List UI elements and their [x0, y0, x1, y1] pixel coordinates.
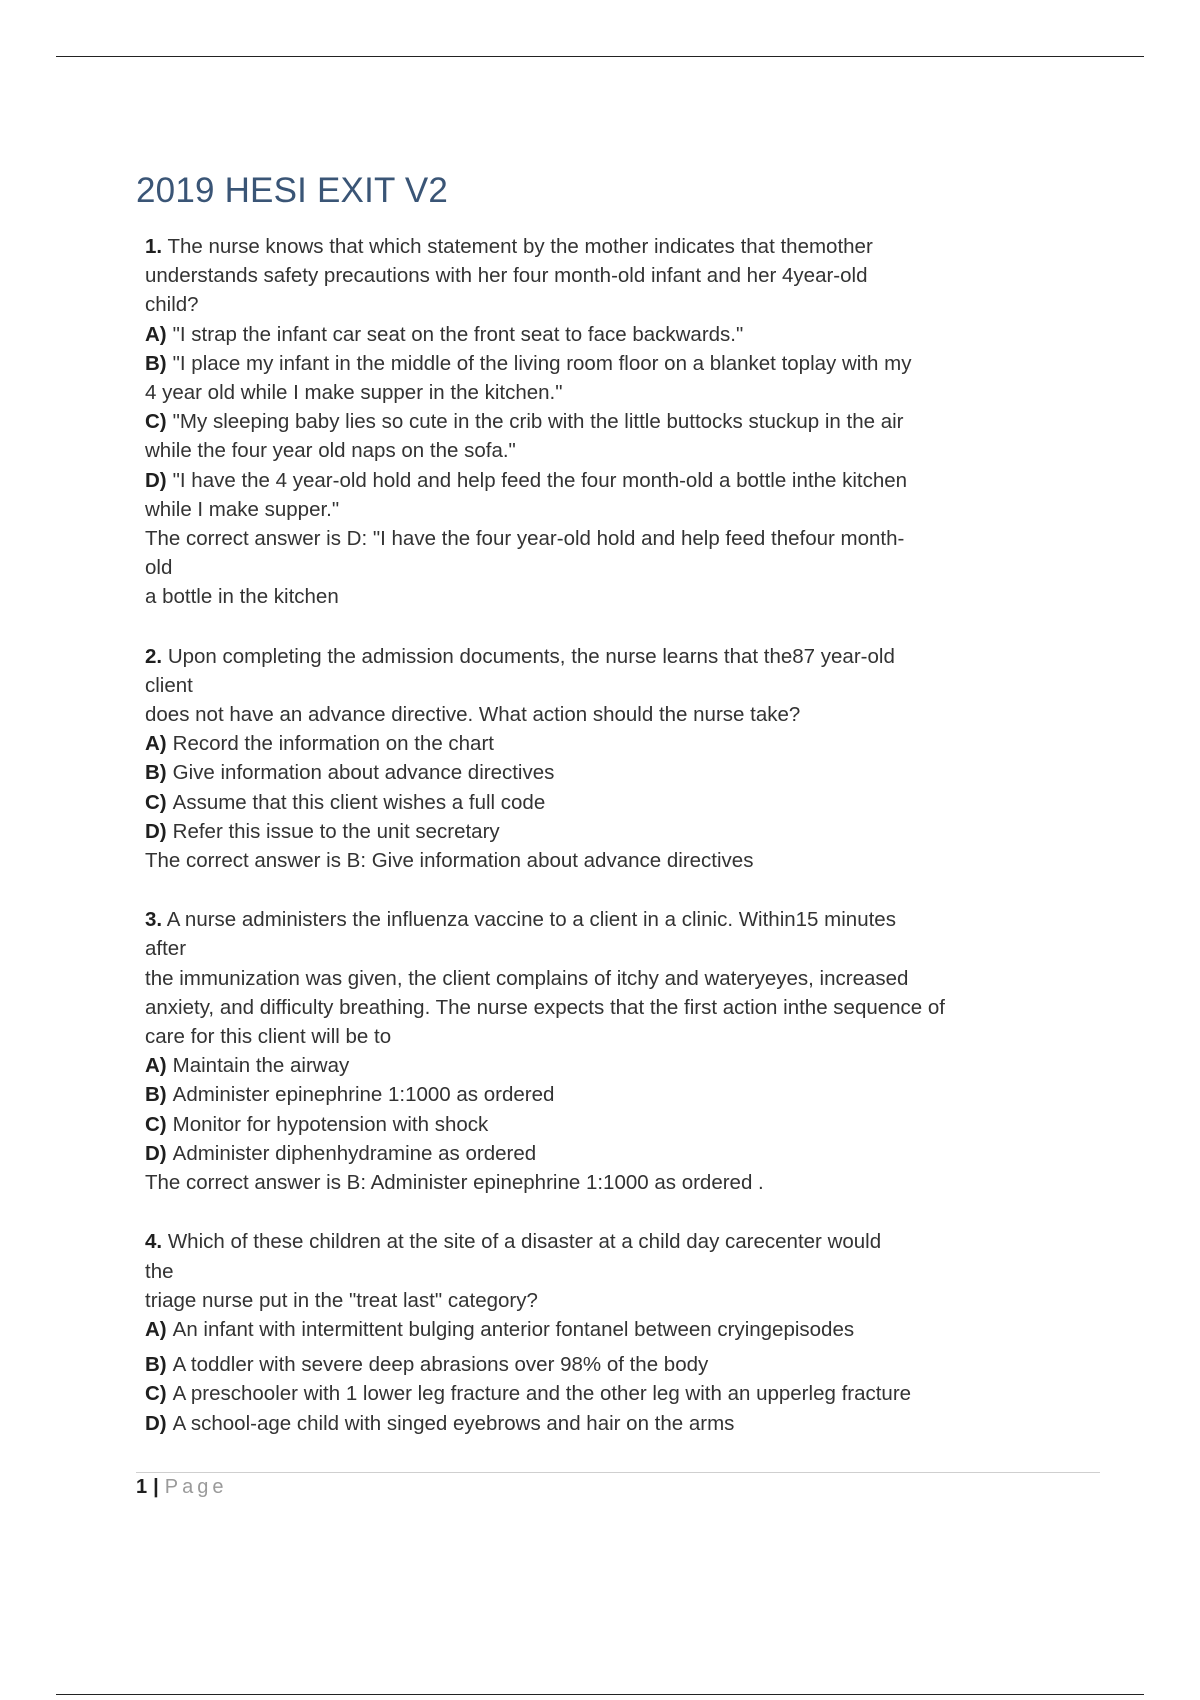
option-letter: B) — [145, 1083, 167, 1107]
question-number: 4. — [145, 1230, 163, 1254]
footer-rule — [136, 1472, 1100, 1473]
option-letter: D) — [145, 1141, 167, 1165]
option-a: A) Record the information on the chart — [145, 732, 494, 756]
question-list — [145, 232, 1075, 1468]
option-letter: D) — [145, 1411, 167, 1435]
option-d-continued: while I make supper." — [145, 497, 340, 521]
option-letter: B) — [145, 761, 167, 785]
question-2 — [145, 642, 1075, 876]
question-stem-line: care for this client will be to — [145, 1025, 392, 1049]
option-letter: D) — [145, 819, 167, 843]
answer-line: The correct answer is D: "I have the four year-old hold and help feed thefour month- — [145, 527, 905, 551]
option-d: D) A school-age child with singed eyebrows and hair on the arms — [145, 1411, 735, 1435]
option-letter: A) — [145, 732, 167, 756]
option-b: B) Give information about advance directives — [145, 761, 555, 785]
question-stem-line: anxiety, and difficulty breathing. The nurse expects that the first action inthe sequence of — [145, 995, 945, 1019]
option-c: C) A preschooler with 1 lower leg fracture and the other leg with an upperleg fracture — [145, 1382, 912, 1406]
question-stem-line: does not have an advance directive. What action should the nurse take? — [145, 703, 801, 727]
question-stem-line: 2. Upon completing the admission documents, the nurse learns that the87 year-old — [145, 644, 895, 668]
option-b: B) Administer epinephrine 1:1000 as ordered — [145, 1083, 555, 1107]
option-c: C) Monitor for hypotension with shock — [145, 1112, 489, 1136]
question-stem-line: the immunization was given, the client complains of itchy and wateryeyes, increased — [145, 966, 909, 990]
option-letter: A) — [145, 322, 167, 346]
question-number: 3. — [145, 908, 163, 932]
option-d: D) Administer diphenhydramine as ordered — [145, 1141, 537, 1165]
page-label: Page — [164, 1476, 228, 1498]
option-letter: B) — [145, 1353, 167, 1377]
question-3 — [145, 905, 1075, 1197]
option-letter: B) — [145, 351, 167, 375]
question-stem-line: after — [145, 937, 187, 961]
question-stem-line: triage nurse put in the "treat last" category? — [145, 1288, 538, 1312]
bottom-rule — [56, 1694, 1144, 1695]
page-footer — [136, 1476, 227, 1499]
option-c: C) "My sleeping baby lies so cute in the crib with the little buttocks stuckup in the air — [145, 410, 904, 434]
option-letter: C) — [145, 790, 167, 814]
question-number: 1. — [145, 235, 163, 258]
question-stem-line: 1. The nurse knows that which statement by the mother indicates that themother — [145, 235, 873, 258]
question-stem-line: child? — [145, 293, 199, 317]
option-a: A) Maintain the airway — [145, 1054, 350, 1078]
option-d: D) Refer this issue to the unit secretary — [145, 819, 500, 843]
option-letter: C) — [145, 410, 167, 434]
answer-line: The correct answer is B: Give information about advance directives — [145, 849, 754, 873]
question-number: 2. — [145, 644, 163, 668]
footer-separator: | — [153, 1476, 159, 1498]
option-d: D) "I have the 4 year-old hold and help feed the four month-old a bottle inthe kitchen — [145, 468, 908, 492]
top-rule — [56, 56, 1144, 57]
option-letter: A) — [145, 1317, 167, 1341]
question-stem-line: client — [145, 673, 193, 697]
option-letter: C) — [145, 1112, 167, 1136]
answer-line: old — [145, 556, 173, 580]
answer-line: a bottle in the kitchen — [145, 585, 339, 609]
question-stem-line: 4. Which of these children at the site of a disaster at a child day carecenter would — [145, 1230, 882, 1254]
question-stem-line: understands safety precautions with her four month-old infant and her 4year-old — [145, 264, 868, 288]
option-a: A) "I strap the infant car seat on the front seat to face backwards." — [145, 322, 744, 346]
option-b: B) A toddler with severe deep abrasions over 98% of the body — [145, 1353, 709, 1377]
option-c-continued: while the four year old naps on the sofa." — [145, 439, 516, 463]
option-b: B) "I place my infant in the middle of the living room floor on a blanket toplay with my — [145, 351, 912, 375]
question-stem-line: 3. A nurse administers the influenza vaccine to a client in a clinic. Within15 minutes — [145, 908, 896, 932]
option-b-continued: 4 year old while I make supper in the kitchen." — [145, 381, 563, 405]
answer-line: The correct answer is B: Administer epinephrine 1:1000 as ordered . — [145, 1171, 764, 1195]
question-1 — [145, 232, 1075, 612]
question-stem-line: the — [145, 1259, 174, 1283]
option-letter: C) — [145, 1382, 167, 1406]
page-number: 1 — [136, 1476, 148, 1498]
option-letter: A) — [145, 1054, 167, 1078]
document-title: 2019 HESI EXIT V2 — [136, 171, 449, 211]
question-4 — [145, 1227, 1075, 1437]
option-a: A) An infant with intermittent bulging anterior fontanel between cryingepisodes — [145, 1317, 855, 1341]
option-letter: D) — [145, 468, 167, 492]
option-c: C) Assume that this client wishes a full code — [145, 790, 546, 814]
